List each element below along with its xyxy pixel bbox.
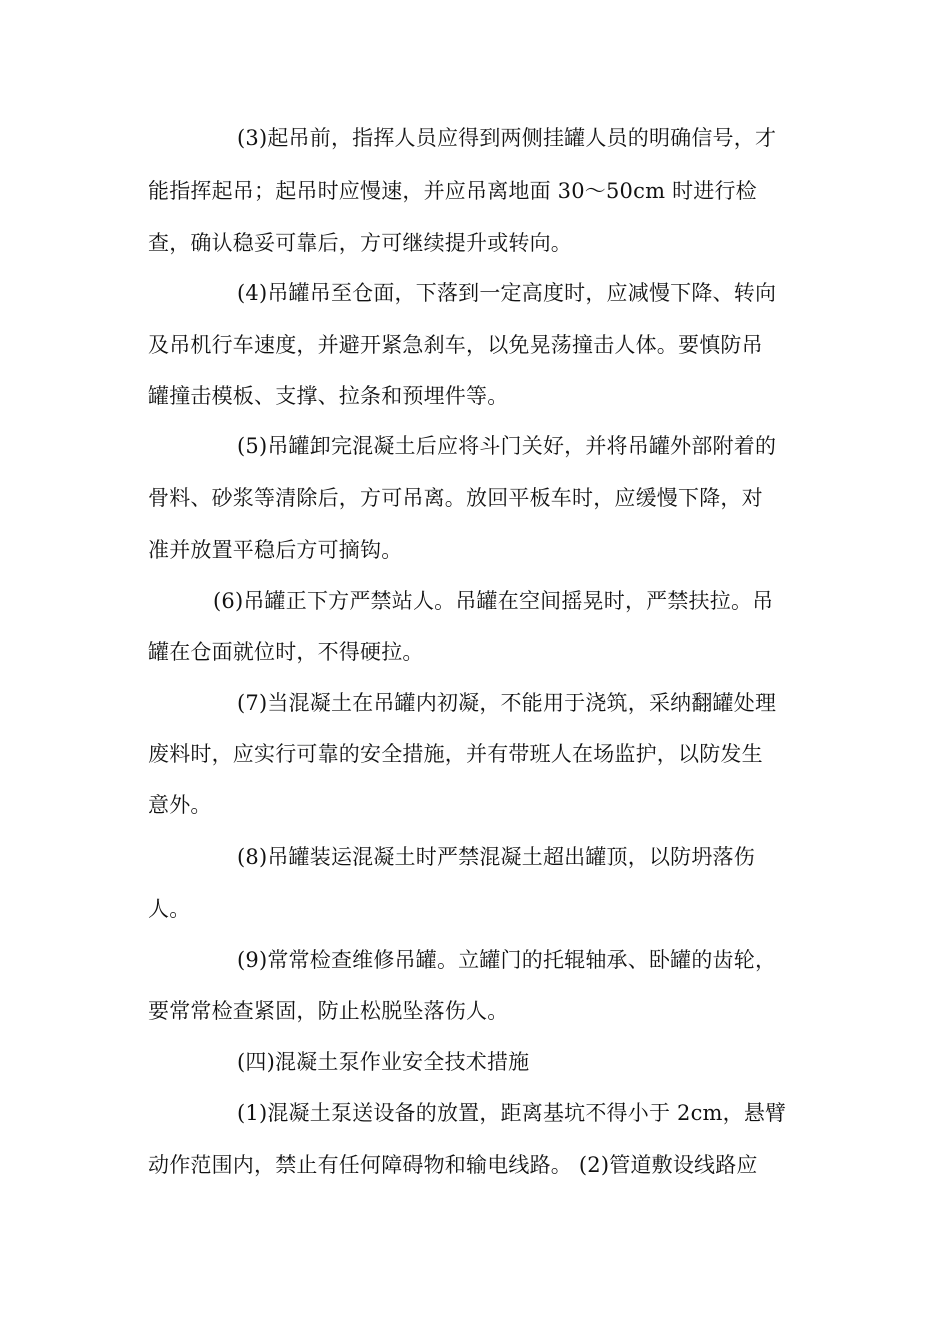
paragraph-4-line-3: 罐撞击模板、支撑、拉条和预埋件等。	[148, 384, 509, 408]
paragraph-5-line-2: 骨料、砂浆等清除后，方可吊离。放回平板车时，应缓慢下降，对	[148, 486, 763, 510]
paragraph-5-line-3: 准并放置平稳后方可摘钩。	[148, 538, 403, 562]
paragraph-pump-1-line-2: 动作范围内，禁止有任何障碍物和输电线路。 (2)管道敷设线路应	[148, 1153, 758, 1177]
paragraph-3-line-1: (3)起吊前，指挥人员应得到两侧挂罐人员的明确信号，才	[237, 126, 777, 150]
paragraph-9-line-1: (9)常常检查维修吊罐。立罐门的托辊轴承、卧罐的齿轮，	[237, 948, 777, 972]
paragraph-7-line-2: 废料时，应实行可靠的安全措施，并有带班人在场监护，以防发生	[148, 742, 763, 766]
paragraph-3-line-3: 查，确认稳妥可靠后，方可继续提升或转向。	[148, 231, 572, 255]
paragraph-8-line-2: 人。	[148, 897, 191, 921]
paragraph-4-line-1: (4)吊罐吊至仓面，下落到一定高度时，应减慢下降、转向	[237, 281, 777, 305]
paragraph-6-line-2: 罐在仓面就位时，不得硬拉。	[148, 640, 424, 664]
paragraph-6-line-1: (6)吊罐正下方严禁站人。吊罐在空间摇晃时，严禁扶拉。吊	[213, 589, 774, 613]
paragraph-4-line-2: 及吊机行车速度，并避开紧急刹车，以免晃荡撞击人体。要慎防吊	[148, 333, 763, 357]
paragraph-7-line-1: (7)当混凝土在吊罐内初凝，不能用于浇筑，采纳翻罐处理	[237, 691, 777, 715]
section-heading-4: (四)混凝土泵作业安全技术措施	[237, 1050, 530, 1074]
paragraph-5-line-1: (5)吊罐卸完混凝土后应将斗门关好，并将吊罐外部附着的	[237, 434, 777, 458]
paragraph-8-line-1: (8)吊罐装运混凝土时严禁混凝土超出罐顶，以防坍落伤	[237, 845, 755, 869]
paragraph-3-line-2: 能指挥起吊；起吊时应慢速，并应吊离地面 30～50cm 时进行检	[148, 179, 757, 203]
paragraph-7-line-3: 意外。	[148, 793, 212, 817]
paragraph-pump-1-line-1: (1)混凝土泵送设备的放置，距离基坑不得小于 2cm，悬臂	[237, 1101, 787, 1125]
paragraph-9-line-2: 要常常检查紧固，防止松脱坠落伤人。	[148, 999, 509, 1023]
